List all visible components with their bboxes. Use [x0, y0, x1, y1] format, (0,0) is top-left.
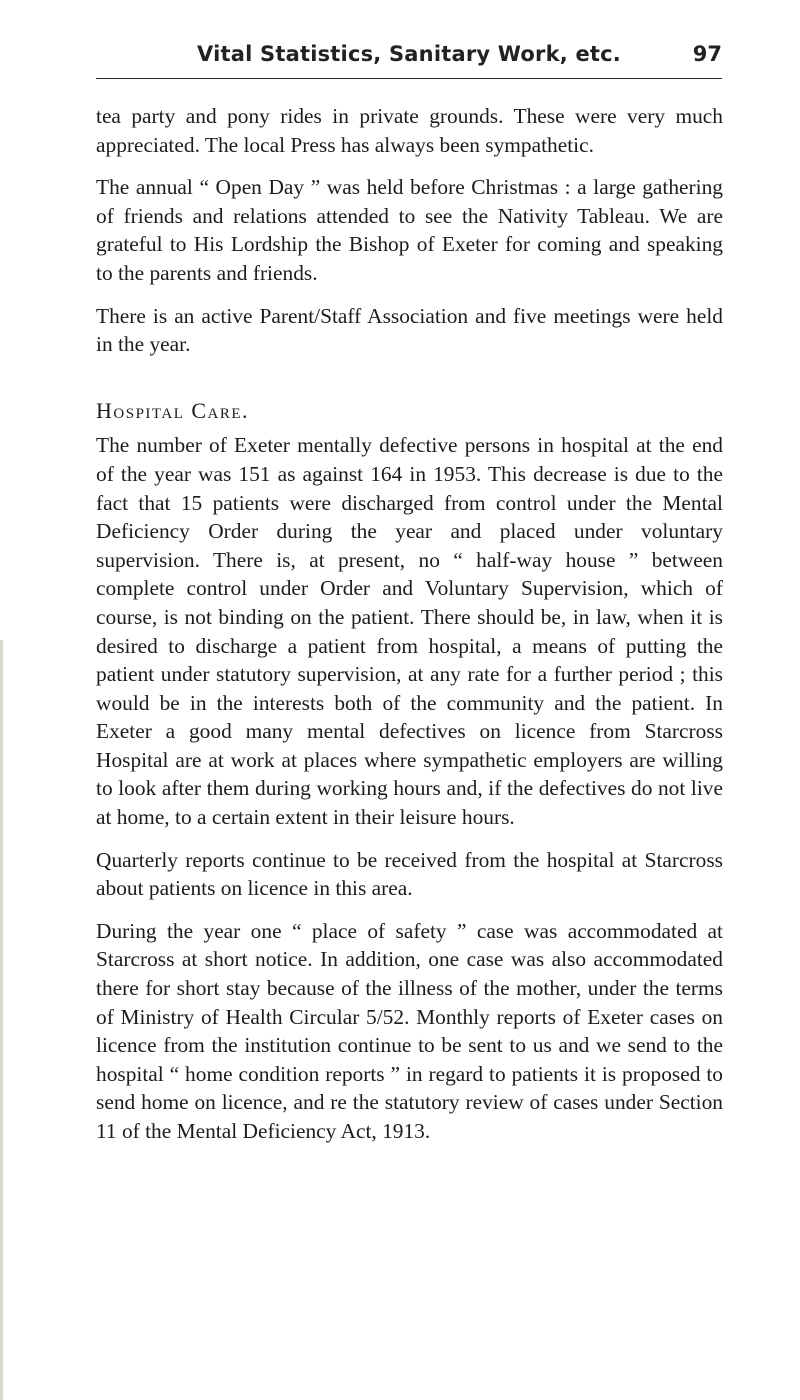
section-heading-hospital-care: Hospital Care.: [96, 397, 250, 423]
paragraph-place-of-safety: During the year one “ place of safety ” case was accommodated at Starcross at short notice. In addition, one case was also accommodated there for short stay because of the illness of the mother, under the terms of Ministry of Health Circular 5/52. Monthly reports of Exeter cases on licence from the institution continue to be sent to us and we send to the hospital “ home condition reports ” in regard to patients it is proposed to send home on licence, and re the statutory review of cases under Section 11 of the Mental Deficiency Act, 1913.: [96, 918, 723, 1143]
paragraph-tea-party: tea party and pony rides in private grounds. These were very much appreciated. The local Press has always been sympathetic.: [96, 104, 723, 157]
page-number: 97: [692, 42, 722, 66]
paragraph-open-day: The annual “ Open Day ” was held before Christmas : a large gathering of friends and relations attended to see the Nativity Tableau. We are grateful to His Lordship the Bishop of Exeter for coming and speaking to the parents and friends.: [96, 175, 723, 285]
page-header: [96, 40, 722, 79]
paragraph-quarterly-reports: Quarterly reports continue to be received from the hospital at Starcross about patients on licence in this area.: [96, 847, 723, 901]
paragraph-parent-staff: There is an active Parent/Staff Association and five meetings were held in the year.: [96, 303, 723, 357]
body-text: [96, 102, 723, 1160]
page-edge-shadow: [0, 640, 3, 1400]
paragraph-hospital-numbers: The number of Exeter mentally defective persons in hospital at the end of the year was 151 as against 164 in 1953. This decrease is due to the fact that 15 patients were discharged from control under the Mental Deficiency Order during the year and placed under voluntary supervision. There is, at present, no “ half-way house ” between complete control under Order and Voluntary Supervision, which of course, is not binding on the patient. There should be, in law, when it is desired to discharge a patient from hospital, a means of putting the patient under statutory supervision, at any rate for a further period ; this would be in the interests both of the community and the patient. In Exeter a good many mental defectives on licence from Starcross Hospital are at work at places where sympathetic employers are willing to look after them during working hours and, if the defectives do not live at home, to a certain extent in their leisure hours.: [96, 433, 723, 830]
running-header-title: Vital Statistics, Sanitary Work, etc.: [197, 42, 621, 66]
